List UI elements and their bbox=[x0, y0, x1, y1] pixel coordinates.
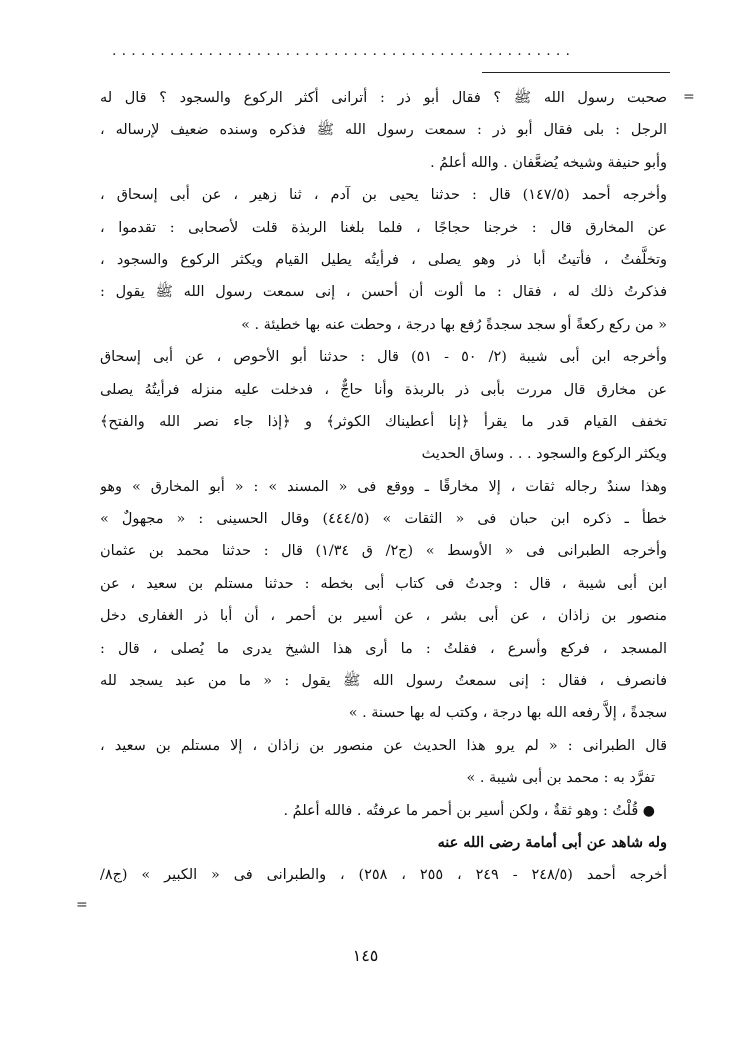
line-text: وأخرجه ابن أبى شيبة (٢/ ٥٠ - ٥١) قال : حدثنا أبو الأحوص ، عن أبى إسحاق bbox=[100, 349, 667, 366]
header-dot-leader: ................................................ bbox=[112, 44, 576, 58]
line-text: « من ركع ركعةً أو سجد سجدةً رُفع بها درجة ، وحطت عنه بها خطيئة . » bbox=[241, 316, 667, 333]
line-text: صحبت رسول الله ﷺ ؟ فقال أبو ذر : أترانى أكثر الركوع والسجود ؟ قال له bbox=[100, 90, 667, 106]
text-line bbox=[100, 244, 667, 276]
page-body bbox=[100, 82, 667, 892]
text-line bbox=[100, 212, 667, 244]
text-line bbox=[100, 147, 667, 179]
line-text: منصور بن زاذان ، عن أبى بشر ، عن أسير بن أحمر ، أن أبا ذر الغفارى دخل bbox=[100, 608, 667, 625]
header-rule bbox=[482, 72, 670, 73]
text-line bbox=[100, 665, 667, 697]
section-heading bbox=[100, 827, 667, 859]
text-line bbox=[100, 503, 667, 535]
text-line bbox=[100, 438, 667, 470]
line-text: وأخرجه أحمد (١٤٧/٥) قال : حدثنا يحيى بن آدم ، ثنا زهير ، عن أبى إسحاق ، bbox=[100, 187, 667, 204]
line-text: ويكثر الركوع والسجود . . . وساق الحديث bbox=[421, 446, 667, 463]
text-line bbox=[100, 179, 667, 211]
line-text: المسجد ، فركع وأسرع ، فقلتُ : ما أرى هذا الشيخ يدرى ما يُصلى ، قال : bbox=[100, 640, 667, 657]
text-line bbox=[100, 276, 667, 308]
text-line bbox=[100, 795, 667, 827]
line-text: خطأ ـ ذكره ابن حبان فى « الثقات » (٤٤٤/٥) وقال الحسينى : « مجهولٌ » bbox=[100, 511, 667, 528]
line-text: وله شاهد عن أبى أمامة رضى الله عنه bbox=[437, 833, 667, 851]
line-text: تفرَّد به : محمد بن أبى شيبة . » bbox=[466, 770, 655, 787]
text-line bbox=[100, 341, 667, 373]
margin-mark-top: = bbox=[683, 89, 695, 105]
line-text: وأخرجه الطبرانى فى « الأوسط » (ج٢/ ق ١/٣٤) قال : حدثنا محمد بن عثمان bbox=[100, 543, 667, 560]
margin-mark-bottom: = bbox=[76, 897, 88, 913]
text-line bbox=[100, 406, 667, 438]
line-text: وهذا سندٌ رجاله ثقات ، إلا مخارقًا ـ ووقع فى « المسند » : « أبو المخارق » وهو bbox=[100, 478, 667, 495]
line-text: وتخلَّفتُ ، فأتيتُ أبا ذر وهو يصلى ، فرأيتُه يطيل القيام ويكثر الركوع والسجود ، bbox=[100, 251, 667, 268]
line-text: فانصرف ، فقال : إنى سمعتُ رسول الله ﷺ يقول : « ما من عبد يسجد لله bbox=[100, 673, 667, 690]
line-text: وأبو حنيفة وشيخه يُضعَّفان . والله أعلمُ . bbox=[430, 154, 667, 171]
line-text: تخفف القيام قدر ما يقرأ ﴿إنا أعطيناك الكوثر﴾ و ﴿إذا جاء نصر الله والفتح﴾ bbox=[100, 413, 667, 430]
text-line bbox=[100, 633, 667, 665]
text-line bbox=[100, 309, 667, 341]
text-line bbox=[100, 697, 667, 729]
page-number: ١٤٥ bbox=[352, 946, 379, 965]
line-text: سجدةً ، إلاَّ رفعه الله بها درجة ، وكتب له بها حسنة . » bbox=[348, 705, 667, 722]
text-line bbox=[100, 600, 667, 632]
line-text: عن مخارق قال مررت بأبى ذر بالربذة وأنا حاجٌّ ، فدخلت عليه منزله فرأيتُهُ يصلى bbox=[100, 381, 667, 398]
line-text: عن المخارق قال : خرجنا حجاجًا ، فلما بلغنا الربذة قلت لأصحابى : تقدموا ، bbox=[100, 219, 667, 236]
text-line bbox=[100, 471, 667, 503]
text-line bbox=[100, 762, 667, 794]
line-text: قُلْتُ : وهو ثقةٌ ، ولكن أسير بن أحمر ما عرفتُه . فالله أعلمُ . bbox=[283, 802, 639, 819]
line-text: قال الطبرانى : « لم يرو هذا الحديث عن منصور بن زاذان ، إلا مستلم بن سعيد ، bbox=[100, 737, 667, 754]
text-line bbox=[100, 859, 667, 891]
text-line bbox=[100, 374, 667, 406]
text-line bbox=[100, 568, 667, 600]
text-line bbox=[100, 82, 667, 114]
text-line bbox=[100, 114, 667, 146]
line-text: فذكرتُ ذلك له ، فقال : ما ألوت أن أحسن ، إنى سمعت رسول الله ﷺ يقول : bbox=[100, 284, 667, 301]
line-text: ابن أبى شيبة ، قال : وجدتُ فى كتاب أبى بخطه : حدثنا مستلم بن سعيد ، عن bbox=[100, 575, 667, 592]
text-line bbox=[100, 535, 667, 567]
text-line bbox=[100, 730, 667, 762]
line-text: أخرجه أحمد (٢٤٨/٥ - ٢٤٩ ، ٢٥٥ ، ٢٥٨) ، والطبرانى فى « الكبير » (ج٨/ bbox=[100, 867, 667, 884]
line-text: الرجل : بلى فقال أبو ذر : سمعت رسول الله ﷺ فذكره وسنده ضعيف لإرساله ، bbox=[100, 122, 667, 139]
bullet-icon: ● bbox=[642, 802, 655, 819]
